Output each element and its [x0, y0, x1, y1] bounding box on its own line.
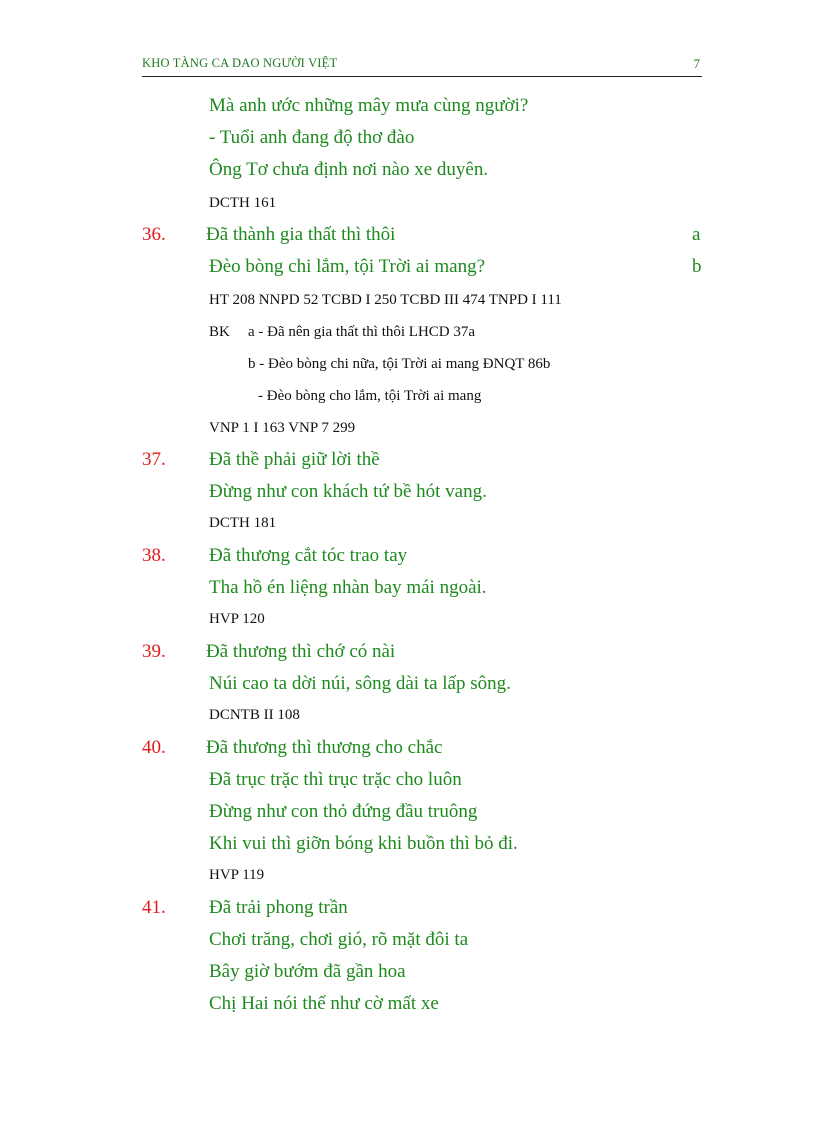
entry-number: 39.: [142, 641, 166, 662]
verse-line: Khi vui thì giỡn bóng khi buồn thì bỏ đi.: [209, 833, 518, 854]
entry-number: 41.: [142, 897, 166, 918]
line-marker: a: [692, 224, 701, 245]
verse-line: Bây giờ bướm đã gần hoa: [209, 961, 406, 982]
verse-line: Đừng như con khách tứ bề hót vang.: [209, 481, 487, 502]
verse-line: Chị Hai nói thế như cờ mất xe: [209, 993, 439, 1014]
variant-line: - Đèo bòng cho lắm, tội Trời ai mang: [258, 388, 482, 404]
verse-line: - Tuổi anh đang độ thơ đào: [209, 127, 415, 148]
source-citation: VNP 1 I 163 VNP 7 299: [209, 420, 356, 436]
verse-line: Chơi trăng, chơi gió, rõ mặt đôi ta: [209, 929, 469, 950]
variant-line: b - Đèo bòng chi nữa, tội Trời ai mang ĐNQT 86b: [248, 356, 551, 372]
line-marker: b: [692, 256, 702, 277]
verse-line: Ông Tơ chưa định nơi nào xe duyên.: [209, 159, 489, 180]
variant-label: BK: [209, 324, 230, 340]
variant-line: a - Đã nên gia thất thì thôi LHCD 37a: [248, 324, 476, 340]
source-citation: HT 208 NNPD 52 TCBD I 250 TCBD III 474 TNPD I 111: [209, 292, 562, 308]
source-citation: DCTH 161: [209, 195, 277, 211]
entry-number: 37.: [142, 449, 166, 470]
page-number: 7: [693, 56, 700, 71]
verse-line: Tha hồ én liệng nhàn bay mái ngoài.: [209, 577, 487, 598]
verse-line: Mà anh ước những mây mưa cùng người?: [209, 95, 529, 116]
verse-line: Đã thành gia thất thì thôi: [206, 224, 396, 245]
source-citation: DCTH 181: [209, 515, 277, 531]
running-header: [142, 56, 702, 77]
source-citation: HVP 120: [209, 611, 265, 627]
book-title: KHO TÀNG CA DAO NGƯỜI VIỆT: [142, 56, 338, 70]
entry-number: 36.: [142, 224, 166, 245]
verse-line: Đã thương cắt tóc trao tay: [209, 545, 408, 566]
verse-line: Núi cao ta dời núi, sông dài ta lấp sông.: [209, 673, 511, 694]
source-citation: DCNTB II 108: [209, 707, 300, 723]
verse-line: Đèo bòng chi lắm, tội Trời ai mang?: [209, 256, 486, 277]
verse-line: Đã trải phong trần: [209, 897, 348, 918]
verse-line: Đã thề phải giữ lời thề: [209, 449, 380, 470]
verse-line: Đừng như con thỏ đứng đầu truông: [209, 801, 478, 822]
verse-line: Đã thương thì chớ có nài: [206, 641, 396, 662]
verse-line: Đã thương thì thương cho chắc: [206, 737, 443, 758]
verse-line: Đã trục trặc thì trục trặc cho luôn: [209, 769, 462, 790]
entry-number: 38.: [142, 545, 166, 566]
entry-number: 40.: [142, 737, 166, 758]
source-citation: HVP 119: [209, 867, 265, 883]
